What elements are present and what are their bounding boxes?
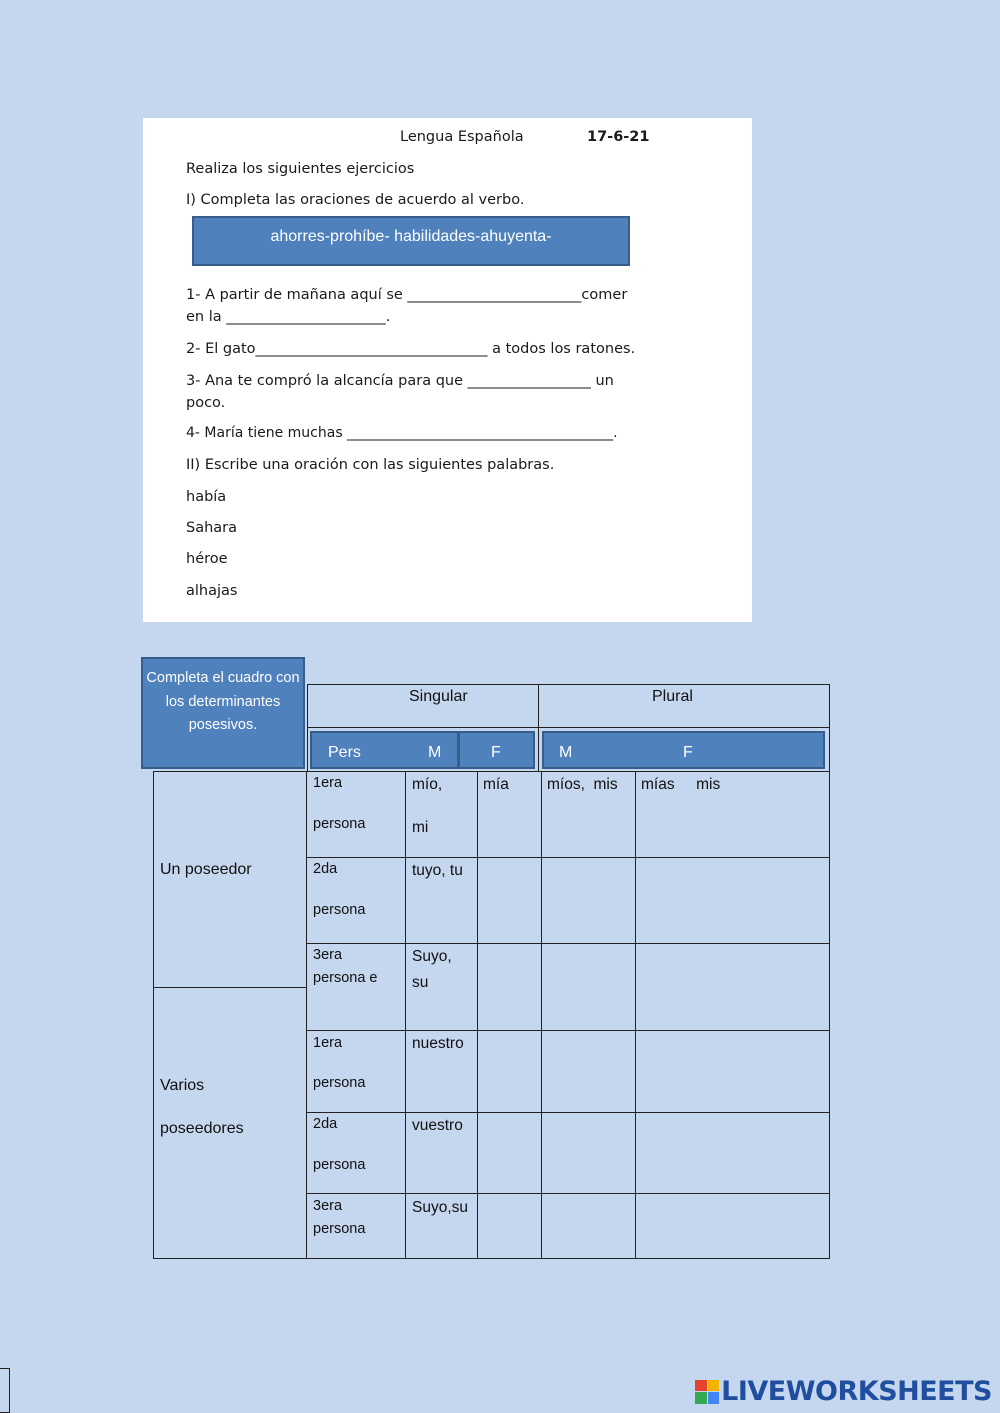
word-bank-text: ahorres-prohíbe- habilidades-ahuyenta-	[270, 228, 552, 245]
row3-pers-line1: 3era	[313, 947, 343, 963]
row6-pers-line2: persona	[313, 1221, 366, 1237]
grid-line	[307, 1112, 830, 1113]
subhead-m: M	[428, 744, 442, 761]
subhead-pers-m-box	[310, 731, 459, 769]
row1-f: mía	[483, 776, 509, 793]
word-bank-box	[192, 216, 630, 266]
sentence-3-line2: poco.	[186, 395, 226, 411]
corner-frame	[0, 1368, 10, 1413]
table-instruction-text: Completa el cuadro con los determinantes posesivos.	[146, 670, 300, 733]
grid-line	[153, 1258, 830, 1259]
grid-line	[307, 1030, 830, 1031]
grid-line	[477, 771, 478, 1259]
grid-line	[153, 771, 830, 772]
row4-pers-line2: persona	[313, 1075, 366, 1091]
group-varios-line1: Varios	[160, 1077, 205, 1094]
grid-line	[153, 771, 154, 1259]
group-varios-line2: poseedores	[160, 1120, 244, 1137]
logo-text: LIVEWORKSHEETS	[721, 1376, 992, 1407]
logo-mark-icon	[695, 1380, 719, 1404]
subhead-plural-m: M	[559, 744, 573, 761]
row1-pers-line2: persona	[313, 816, 366, 832]
plural-header: Plural	[652, 688, 693, 705]
header-left-line	[307, 684, 308, 771]
subhead-f-box	[458, 731, 535, 769]
row6-m: Suyo,su	[412, 1199, 469, 1216]
grid-line	[307, 1193, 830, 1194]
row1-plural-f: mías mis	[641, 776, 721, 793]
row4-m: nuestro	[412, 1035, 464, 1052]
subhead-plural-f: F	[683, 744, 693, 761]
header-divider-line	[538, 684, 539, 771]
grid-line	[635, 771, 636, 1259]
row5-pers-line1: 2da	[313, 1116, 338, 1132]
row3-m-line2: su	[412, 974, 429, 991]
subhead-pers: Pers	[328, 744, 361, 761]
singular-header: Singular	[409, 688, 468, 705]
row2-pers-line2: persona	[313, 902, 366, 918]
row1-pers-line1: 1era	[313, 775, 343, 791]
grid-line	[307, 943, 830, 944]
subhead-plural-box	[542, 731, 825, 769]
word-4: alhajas	[186, 583, 238, 599]
worksheet-paper	[143, 118, 752, 622]
row1-plural-m: míos, mis	[547, 776, 618, 793]
subhead-f: F	[491, 744, 501, 761]
sentence-4: 4- María tiene muchas ______________________________________.	[186, 425, 618, 441]
row3-m-line1: Suyo,	[412, 948, 452, 965]
instruction-text: Realiza los siguientes ejercicios	[186, 161, 415, 177]
header-top-line	[307, 684, 830, 685]
word-1: había	[186, 489, 227, 505]
header-mid-line	[307, 727, 830, 728]
grid-line	[306, 771, 307, 1259]
row2-pers-line1: 2da	[313, 861, 338, 877]
row6-pers-line1: 3era	[313, 1198, 343, 1214]
header-title: Lengua Española	[400, 129, 524, 145]
liveworksheets-logo[interactable]	[695, 1376, 992, 1407]
grid-line	[541, 771, 542, 1259]
word-3: héroe	[186, 551, 228, 567]
row1-m-line2: mi	[412, 819, 429, 836]
word-2: Sahara	[186, 520, 238, 536]
row1-m-line1: mío,	[412, 776, 443, 793]
group-un-poseedor: Un poseedor	[160, 861, 252, 878]
sentence-2: 2- El gato________________________________ a todos los ratones.	[186, 341, 636, 357]
grid-line	[829, 771, 830, 1259]
grid-line	[307, 857, 830, 858]
row3-pers-line2: persona e	[313, 970, 378, 986]
row5-pers-line2: persona	[313, 1157, 366, 1173]
row2-m: tuyo, tu	[412, 862, 463, 879]
header-date: 17-6-21	[587, 129, 650, 145]
part2-title: II) Escribe una oración con las siguientes palabras.	[186, 457, 555, 473]
part1-title: I) Completa las oraciones de acuerdo al verbo.	[186, 192, 525, 208]
row5-m: vuestro	[412, 1117, 463, 1134]
sentence-1-line2: en la ______________________.	[186, 309, 391, 325]
row4-pers-line1: 1era	[313, 1035, 343, 1051]
sentence-3-line1: 3- Ana te compró la alcancía para que _________________ un	[186, 373, 614, 389]
sentence-1-line1: 1- A partir de mañana aquí se ________________________comer	[186, 287, 628, 303]
header-right-line	[829, 684, 830, 771]
table-instruction-box	[141, 657, 305, 769]
grid-line	[405, 771, 406, 1259]
grid-line	[153, 987, 307, 988]
